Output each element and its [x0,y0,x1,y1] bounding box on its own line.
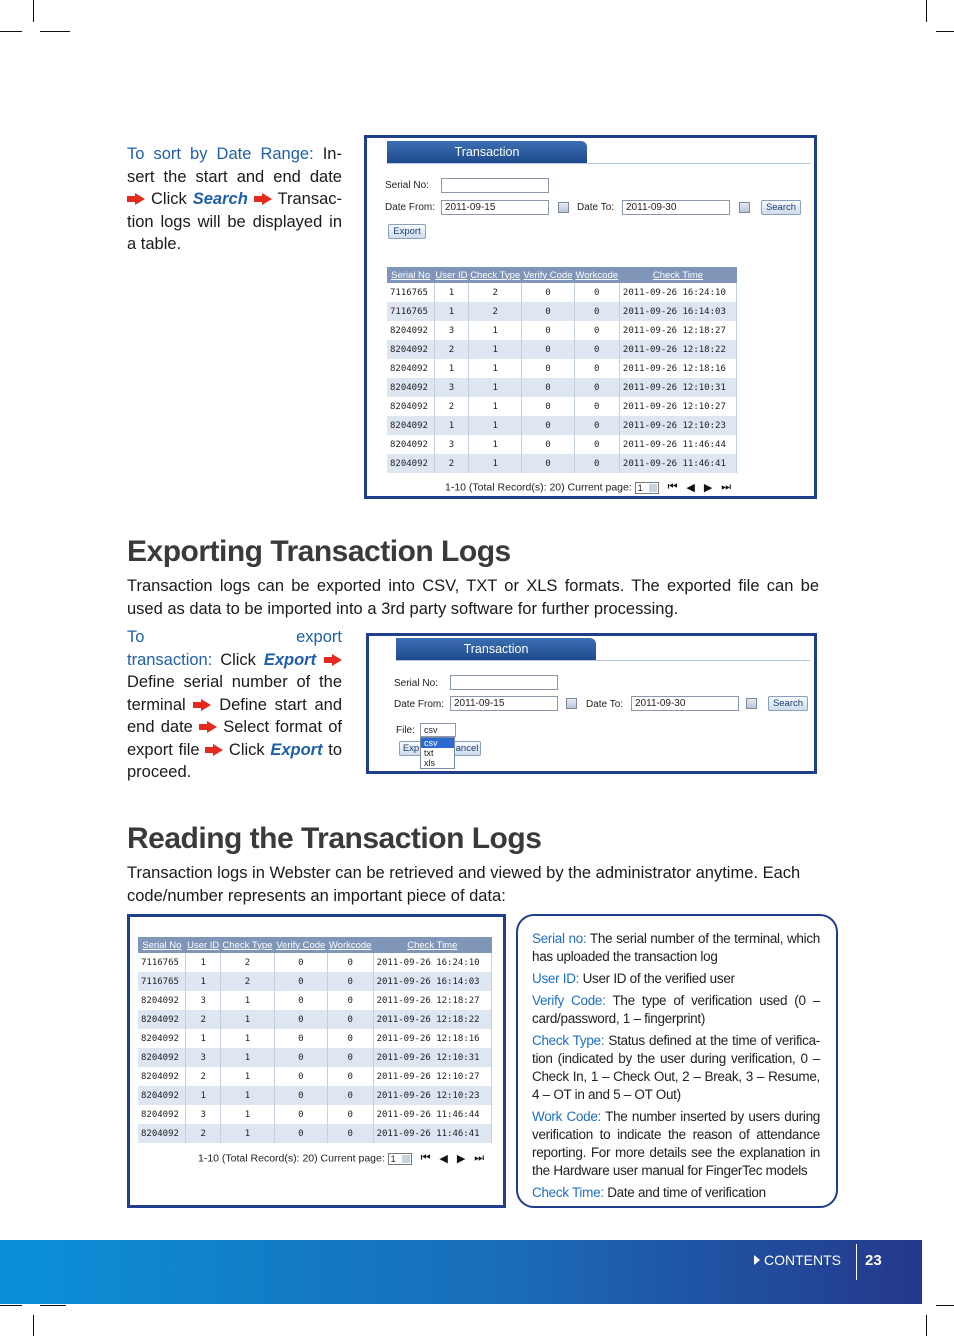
table-row [138,991,492,1010]
table-cell: 3 [434,321,468,340]
table-cell: 2 [186,1067,221,1086]
table-cell: 8204092 [387,416,434,435]
table-cell: 2011-09-26 16:14:03 [619,302,736,321]
table-cell: 0 [522,340,574,359]
search-button[interactable]: Search [768,696,808,711]
file-format-options [420,737,455,769]
legend-description: Date and time of verification [607,1185,766,1200]
legend-item [532,1184,820,1202]
table-cell: 0 [574,454,619,473]
table-cell: 2 [469,302,522,321]
table-cell: 2011-09-26 12:18:27 [619,321,736,340]
table-cell: 0 [574,359,619,378]
legend-item [532,1108,820,1180]
export-intro: Transaction logs can be exported into CSV, TXT or XLS formats. The exported file can be used as data to be imported into a 3rd party software for further processing. [127,577,819,618]
table-cell: 0 [574,340,619,359]
table-cell: 8204092 [387,340,434,359]
transaction-screenshot-3 [127,914,506,1208]
table-cell: 2011-09-26 11:46:44 [619,435,736,454]
table-row [387,340,737,359]
transaction-table [387,267,737,473]
export-text-5: Click [228,740,265,759]
calendar-icon[interactable] [558,202,569,213]
legend-description: User ID of the verified user [582,971,735,986]
table-cell: 2 [221,972,275,991]
table-cell: 0 [574,397,619,416]
table-cell: 0 [522,416,574,435]
sort-text-2: Click [151,190,187,208]
table-cell: 8204092 [387,454,434,473]
table-cell: 1 [434,359,468,378]
table-cell: 0 [574,321,619,340]
table-cell: 2011-09-26 12:18:16 [373,1029,491,1048]
contents-label: CONTENTS [764,1252,841,1268]
export-button[interactable]: Export [388,224,426,239]
file-label: File: [396,725,415,736]
table-row [387,416,737,435]
table-row [138,953,492,972]
table-row [138,1029,492,1048]
table-cell: 0 [274,1086,327,1105]
export-keyword: Export [263,650,317,669]
table-row [387,397,737,416]
table-cell: 0 [327,972,373,991]
export-text-1: Click [220,650,256,669]
date-from-label: Date From: [385,202,436,213]
column-header[interactable]: Check Type [469,267,522,283]
page-select[interactable]: 1 [388,1153,412,1165]
footer-divider [856,1244,857,1280]
option-xls[interactable]: xls [424,758,435,768]
table-row [138,1067,492,1086]
crop-mark [926,0,927,22]
column-header[interactable]: Check Time [373,937,491,953]
table-cell: 2 [434,397,468,416]
arrow-right-icon [127,193,145,205]
table-cell: 3 [186,991,221,1010]
export-heading: Exporting Transaction Logs [127,535,511,568]
table-cell: 8204092 [138,991,186,1010]
legend-term: Check Type: [532,1033,605,1048]
column-header[interactable]: Serial No [387,267,434,283]
contents-link[interactable] [754,1252,841,1268]
table-cell: 0 [522,454,574,473]
table-row [138,1105,492,1124]
table-cell: 0 [327,1105,373,1124]
legend-description: The number inserted by users during verification to indicate the reason of attendance reporting. For more details see the explanation in the Hardware user manual for FingerTec models [532,1109,820,1178]
table-cell: 2011-09-26 11:46:44 [373,1105,491,1124]
date-to-label: Date To: [577,202,615,213]
panel-tab: Transaction [396,638,596,660]
prev-page-icon[interactable]: ◀ [686,482,695,494]
table-row [387,359,737,378]
table-cell: 2011-09-26 16:24:10 [373,953,491,972]
table-cell: 2011-09-26 12:10:27 [373,1067,491,1086]
date-from-input[interactable]: 2011-09-15 [450,696,558,711]
table-row [138,1124,492,1143]
export-text-2: Define serial number of the terminal [127,673,342,714]
table-cell: 0 [327,953,373,972]
first-page-icon[interactable]: ⏮ [667,481,678,493]
table-cell: 0 [274,953,327,972]
arrow-right-icon [324,654,342,666]
table-cell: 0 [327,1124,373,1143]
crop-mark [40,1305,66,1306]
table-cell: 0 [327,1010,373,1029]
table-cell: 0 [522,378,574,397]
table-cell: 1 [221,1010,275,1029]
table-cell: 1 [186,1029,221,1048]
table-cell: 0 [327,1067,373,1086]
table-cell: 2011-09-26 11:46:41 [619,454,736,473]
table-cell: 2011-09-26 12:10:31 [619,378,736,397]
table-cell: 0 [574,302,619,321]
table-row [138,1048,492,1067]
table-row [138,972,492,991]
table-cell: 1 [469,435,522,454]
table-cell: 1 [221,1086,275,1105]
table-cell: 0 [327,1048,373,1067]
table-cell: 1 [469,340,522,359]
transaction-table [138,937,492,1143]
legend-item [532,992,820,1028]
crop-mark [936,31,954,32]
sort-text-3: Transac-tion logs will be displayed in a table. [127,190,342,253]
sort-instructions [127,143,342,256]
file-format-select[interactable]: csv [420,723,456,737]
date-to-input[interactable]: 2011-09-30 [622,200,730,215]
legend-description: The serial number of the terminal, which has uploaded the transaction log [532,931,820,964]
table-cell: 0 [574,378,619,397]
option-csv[interactable]: csv [421,738,454,748]
serial-input[interactable] [450,675,558,690]
table-row [138,1086,492,1105]
table-cell: 1 [469,416,522,435]
legend-term: Verify Code: [532,993,606,1008]
export-instructions [127,626,342,784]
transaction-screenshot-2 [366,633,817,774]
calendar-icon[interactable] [739,202,750,213]
table-cell: 8204092 [138,1029,186,1048]
table-row [387,378,737,397]
column-header[interactable]: Verify Code [274,937,327,953]
table-cell: 1 [434,302,468,321]
table-cell: 3 [186,1105,221,1124]
arrow-right-icon [193,699,211,711]
export-button[interactable]: Exp [399,741,423,756]
column-header[interactable]: User ID [434,267,468,283]
table-cell: 1 [434,283,468,302]
table-cell: 1 [186,953,221,972]
table-cell: 1 [186,1086,221,1105]
panel-divider [396,660,810,661]
table-cell: 0 [274,972,327,991]
table-cell: 1 [469,397,522,416]
table-cell: 7116765 [138,972,186,991]
next-page-icon[interactable]: ▶ [703,482,713,494]
date-from-input[interactable]: 2011-09-15 [441,200,549,215]
export-text-3: Define start and end date [127,695,342,736]
triangle-right-icon [754,1255,760,1265]
table-cell: 2011-09-26 12:18:22 [373,1010,491,1029]
table-cell: 0 [327,1029,373,1048]
table-cell: 1 [221,1124,275,1143]
export-text-6: to proceed. [127,740,343,781]
table-cell: 1 [434,416,468,435]
table-row [387,283,737,302]
column-header[interactable]: Check Time [619,267,736,283]
table-cell: 8204092 [387,397,434,416]
table-cell: 0 [274,1067,327,1086]
table-cell: 2011-09-26 11:46:41 [373,1124,491,1143]
table-cell: 0 [327,991,373,1010]
table-cell: 1 [221,1048,275,1067]
search-button[interactable]: Search [761,200,801,215]
table-cell: 8204092 [138,1105,186,1124]
crop-mark [33,0,34,22]
table-cell: 0 [522,321,574,340]
table-cell: 0 [274,1010,327,1029]
reading-intro: Transaction logs in Webster can be retrieved and viewed by the administrator anytime. Each code/number represents an important piece of data: [127,864,801,905]
date-from-label: Date From: [394,699,445,710]
table-cell: 8204092 [138,1086,186,1105]
last-page-icon[interactable]: ⏭ [474,1152,485,1164]
table-cell: 3 [186,1048,221,1067]
column-header[interactable]: Verify Code [522,267,574,283]
date-to-input[interactable]: 2011-09-30 [631,696,739,711]
pager [198,1152,484,1165]
table-cell: 1 [469,378,522,397]
pager-summary: 1-10 (Total Record(s): 20) Current page: [198,1152,385,1165]
next-page-icon[interactable]: ▶ [456,1153,466,1165]
first-page-icon[interactable]: ⏮ [420,1152,431,1164]
transaction-screenshot-1 [364,135,817,499]
table-cell: 0 [574,416,619,435]
crop-mark [40,31,70,32]
table-cell: 1 [469,359,522,378]
table-cell: 0 [274,1124,327,1143]
crop-mark [0,1305,22,1306]
prev-page-icon[interactable]: ◀ [439,1153,448,1165]
export-text-4: Select format of export file [127,718,342,759]
table-cell: 2011-09-26 12:18:22 [619,340,736,359]
table-cell: 8204092 [138,1124,186,1143]
legend-description: The type of verification used (0 – card/password, 1 – fingerprint) [532,993,820,1026]
page-number: 23 [865,1252,882,1269]
table-cell: 2011-09-26 12:10:27 [619,397,736,416]
table-cell: 0 [274,1029,327,1048]
page-select[interactable]: 1 [635,482,659,494]
table-cell: 0 [522,302,574,321]
table-cell: 2011-09-26 16:14:03 [373,972,491,991]
table-cell: 1 [221,991,275,1010]
table-cell: 2011-09-26 16:24:10 [619,283,736,302]
table-cell: 8204092 [387,359,434,378]
date-to-label: Date To: [586,699,624,710]
legend-term: Check Time: [532,1185,604,1200]
serial-label: Serial No: [385,180,429,191]
table-row [387,454,737,473]
table-cell: 0 [327,1086,373,1105]
table-cell: 0 [522,359,574,378]
legend-item [532,930,820,966]
table-cell: 0 [574,435,619,454]
column-header[interactable]: Workcode [327,937,373,953]
table-cell: 0 [522,397,574,416]
table-cell: 2011-09-26 12:10:31 [373,1048,491,1067]
arrow-right-icon [199,721,217,733]
legend-term: User ID: [532,971,580,986]
table-row [387,321,737,340]
table-cell: 2 [434,454,468,473]
column-header[interactable]: Serial No [138,937,186,953]
reading-heading: Reading the Transaction Logs [127,822,542,855]
table-cell: 2011-09-26 12:10:23 [619,416,736,435]
table-cell: 2 [469,283,522,302]
arrow-right-icon [205,744,223,756]
legend-item [532,970,820,988]
table-cell: 7116765 [387,302,434,321]
legend-item [532,1032,820,1104]
panel-divider [387,163,811,164]
table-cell: 8204092 [138,1048,186,1067]
export-keyword: Export [270,740,323,759]
table-cell: 8204092 [387,435,434,454]
option-txt[interactable]: txt [424,748,434,758]
table-cell: 8204092 [138,1067,186,1086]
pager [445,481,731,494]
search-keyword: Search [192,190,248,208]
panel-tab: Transaction [387,141,587,163]
table-cell: 1 [221,1067,275,1086]
table-cell: 8204092 [138,1010,186,1029]
crop-mark [0,31,22,32]
legend-term: Work Code: [532,1109,601,1124]
table-cell: 7116765 [138,953,186,972]
legend-term: Serial no: [532,931,587,946]
export-lead: To export transaction: [127,628,342,669]
arrow-right-icon [254,193,272,205]
table-cell: 3 [434,435,468,454]
table-cell: 1 [469,454,522,473]
table-cell: 2 [221,953,275,972]
sort-text-1: In-sert the start and end date [127,145,342,186]
table-cell: 1 [221,1105,275,1124]
table-cell: 3 [434,378,468,397]
table-cell: 0 [274,991,327,1010]
crop-mark [33,1315,34,1336]
table-cell: 8204092 [387,378,434,397]
table-cell: 0 [522,435,574,454]
last-page-icon[interactable]: ⏭ [721,481,732,493]
table-row [387,435,737,454]
table-cell: 0 [522,283,574,302]
crop-mark [926,1315,927,1336]
table-cell: 2011-09-26 12:18:16 [619,359,736,378]
legend-description: Status defined at the time of verifica-tion (indicated by the user during verification, 0 – Check In, 1 – Check Out, 2 – Break, 3 – Resume, 4 – OT in and 5 – OT Out) [532,1033,820,1102]
table-cell: 8204092 [387,321,434,340]
column-header[interactable]: User ID [186,937,221,953]
footer-bar [0,1240,922,1304]
table-cell: 7116765 [387,283,434,302]
table-cell: 0 [274,1105,327,1124]
table-cell: 1 [186,972,221,991]
table-cell: 0 [274,1048,327,1067]
table-cell: 1 [469,321,522,340]
table-cell: 1 [221,1029,275,1048]
cancel-button[interactable]: ancel [453,741,481,756]
table-cell: 2 [434,340,468,359]
field-legend [516,914,838,1208]
table-cell: 2 [186,1124,221,1143]
table-cell: 2 [186,1010,221,1029]
column-header[interactable]: Check Type [221,937,275,953]
table-row [138,1010,492,1029]
calendar-icon[interactable] [746,698,757,709]
column-header[interactable]: Workcode [574,267,619,283]
serial-input[interactable] [441,178,549,193]
crop-mark [936,1305,954,1306]
table-cell: 0 [574,283,619,302]
table-cell: 2011-09-26 12:10:23 [373,1086,491,1105]
sort-lead: To sort by Date Range: [127,145,314,163]
pager-summary: 1-10 (Total Record(s): 20) Current page: [445,481,632,494]
calendar-icon[interactable] [566,698,577,709]
table-cell: 2011-09-26 12:18:27 [373,991,491,1010]
table-row [387,302,737,321]
serial-label: Serial No: [394,678,438,689]
